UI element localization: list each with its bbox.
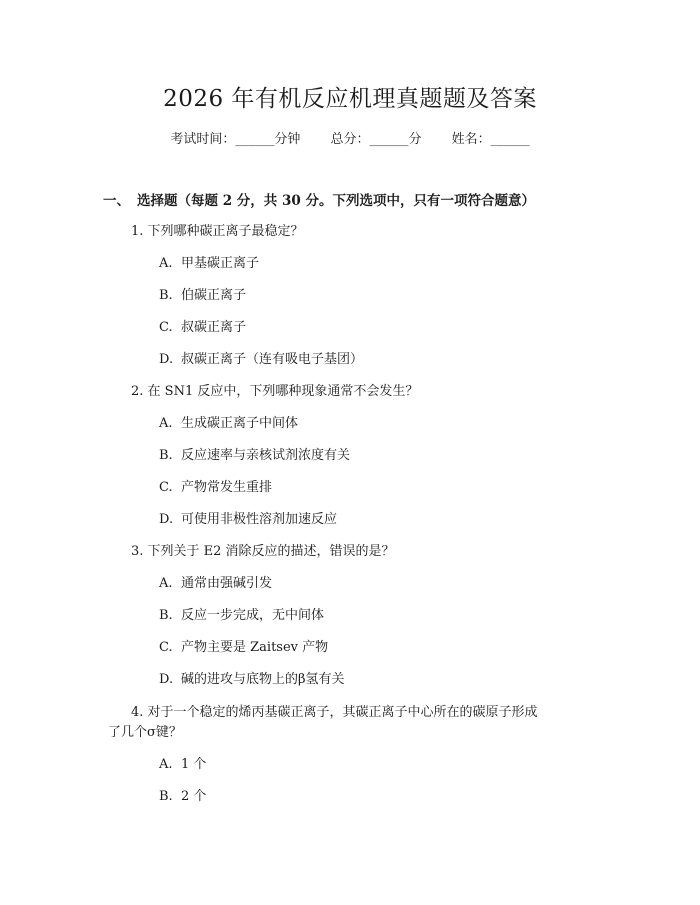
page-title: 2026 年有机反应机理真题题及答案 [163,86,537,112]
question-3-option-d [159,670,345,690]
option-letter: B. [159,789,173,804]
option-letter: C. [159,640,173,655]
section-heading [103,191,535,211]
option-letter: A. [159,256,173,271]
section-heading-text: 选择题（每题 2 分，共 30 分。下列选项中，只有一项符合题意） [137,193,535,209]
question-3-option-a [159,574,272,594]
option-letter: C. [159,480,173,495]
question-2-option-c [159,478,272,498]
question-4-option-b [159,787,206,807]
option-text: 叔碳正离子 [181,320,247,335]
option-text: 反应速率与亲核试剂浓度有关 [181,448,351,463]
option-letter: D. [159,672,174,687]
student-name-field: 姓名：______ [451,132,530,147]
option-letter: D. [159,512,174,527]
question-2-option-b [159,446,350,466]
option-text: 1 个 [181,757,207,772]
exam-time-field: 考试时间：______分钟 [170,132,301,147]
question-3-option-b [159,606,324,626]
question-4-option-a [159,755,206,775]
option-text: 反应一步完成，无中间体 [181,608,325,623]
option-text: 2 个 [181,789,207,804]
question-1-option-a [159,254,259,274]
total-score-field: 总分：______分 [330,132,422,147]
option-text: 可使用非极性溶剂加速反应 [181,512,338,527]
option-text: 伯碳正离子 [181,288,247,303]
option-text: 生成碳正离子中间体 [181,416,299,431]
option-letter: A. [159,416,173,431]
option-letter: A. [159,576,173,591]
question-2: 2. 在 SN1 反应中，下列哪种现象通常不会发生？ [131,384,419,399]
question-3: 3. 下列关于 E2 消除反应的描述，错误的是？ [131,544,395,559]
option-text: 产物常发生重排 [181,480,273,495]
option-text: 甲基碳正离子 [181,256,260,271]
question-1-option-b [159,286,246,306]
option-letter: B. [159,448,173,463]
question-2-option-d [159,510,337,530]
question-1-option-d [159,350,363,370]
option-letter: B. [159,608,173,623]
question-1: 1. 下列哪种碳正离子最稳定？ [131,224,304,239]
option-letter: A. [159,757,173,772]
question-3-option-c [159,638,328,658]
option-text: 通常由强碱引发 [181,576,273,591]
option-text: 碱的进攻与底物上的β氢有关 [181,672,345,687]
question-4: 4. 对于一个稳定的烯丙基碳正离子，其碳正离子中心所在的碳原子形成了几个σ键？ [108,705,538,740]
option-letter: D. [159,352,174,367]
option-text: 叔碳正离子（连有吸电子基团） [181,352,364,367]
option-text: 产物主要是 Zaitsev 产物 [181,640,329,655]
section-number: 一、 [103,193,130,209]
option-letter: B. [159,288,173,303]
option-letter: C. [159,320,173,335]
exam-meta [0,130,700,150]
question-1-option-c [159,318,246,338]
question-2-option-a [159,414,298,434]
